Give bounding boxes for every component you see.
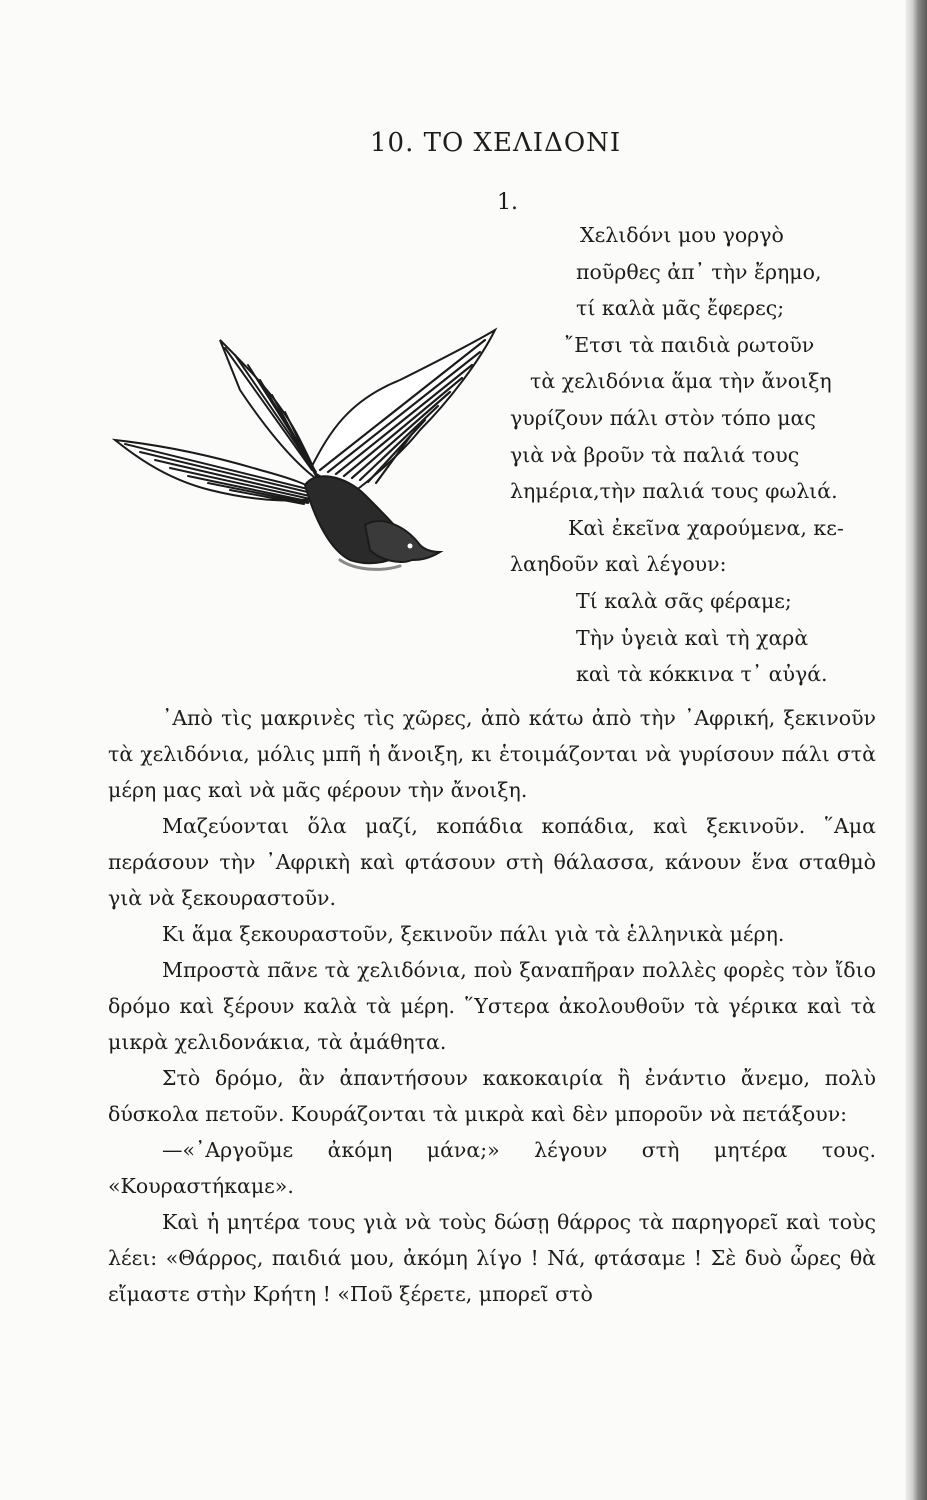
poem-line: Τί καλὰ σᾶς φέραμε;: [576, 588, 792, 613]
poem-line: γυρίζουν πάλι στὸν τόπο μας: [510, 405, 816, 430]
poem-line: γιὰ νὰ βροῦν τὰ παλιά τους: [510, 442, 800, 467]
poem-line: τὰ χελιδόνια ἅμα τὴν ἄνοιξη: [530, 369, 832, 394]
paragraph: ᾿Απὸ τὶς μακρινὲς τὶς χῶρες, ἀπὸ κάτω ἀπὸ τὴν ᾿Αφρική, ξεκινοῦν τὰ χελιδόνια, μόλις μπῆ ἡ ἄνοιξη, κι ἑτοιμάζονται νὰ γυρίσουν πάλι στὰ μέρη μας καὶ νὰ μᾶς φέρουν τὴν ἄνοιξη.: [108, 706, 876, 802]
paragraph: —«᾿Αργοῦμε ἀκόμη μάνα;» λέγουν στὴ μητέρα τους. «Κουραστήκαμε».: [108, 1138, 876, 1198]
paragraph: Μαζεύονται ὅλα μαζί, κοπάδια κοπάδια, καὶ ξεκινοῦν. ῞Αμα περάσουν τὴν ᾿Αφρικὴ καὶ φτάσουν στὴ θάλασσα, κάνουν ἕνα σταθμὸ γιὰ νὰ ξεκουραστοῦν.: [108, 814, 876, 910]
chapter-title: 10. ΤΟ ΧΕΛΙΔΟΝΙ: [370, 128, 622, 158]
poem: [510, 217, 880, 693]
poem-line: Χελιδόνι μου γοργὸ: [580, 223, 784, 247]
poem-line: ῎Ετσι τὰ παιδιὰ ρωτοῦν: [564, 332, 815, 357]
swallow-icon: [100, 320, 505, 580]
prose-body: [108, 700, 876, 1312]
poem-line: Καὶ ἐκεῖνα χαρούμενα, κε-: [568, 515, 844, 540]
paragraph: Μπροστὰ πᾶνε τὰ χελιδόνια, ποὺ ξαναπῆραν πολλὲς φορὲς τὸν ἴδιο δρόμο καὶ ξέρουν καλὰ τὰ μέρη. ῞Υστερα ἀκολουθοῦν τὰ γέρικα καὶ τὰ μικρὰ χελιδονάκια, τὰ ἀμάθητα.: [108, 958, 876, 1054]
poem-line: καὶ τὰ κόκκινα τ᾿ αὐγά.: [576, 662, 828, 687]
poem-line: τί καλὰ μᾶς ἔφερες;: [576, 296, 785, 321]
poem-line: Τὴν ὑγειὰ καὶ τὴ χαρὰ: [576, 625, 809, 650]
section-number: 1.: [497, 190, 518, 215]
paragraph: Καὶ ἡ μητέρα τους γιὰ νὰ τοὺς δώσῃ θάρρος τὰ παρηγορεῖ καὶ τοὺς λέει: «Θάρρος, παιδιά μου, ἀκόμη λίγο ! Νά, φτάσαμε ! Σὲ δυὸ ὧρες θὰ εἴμαστε στὴν Κρήτη ! «Ποῦ ξέρετε, μπορεῖ στὸ: [108, 1210, 876, 1306]
paragraph: Κι ἅμα ξεκουραστοῦν, ξεκινοῦν πάλι γιὰ τὰ ἑλληνικὰ μέρη.: [162, 922, 785, 946]
poem-line: ποῦρθες ἀπ᾿ τὴν ἔρημο,: [576, 259, 822, 284]
poem-line: λημέρια,τὴν παλιά τους φωλιά.: [510, 479, 838, 504]
paragraph: Στὸ δρόμο, ἂν ἀπαντήσουν κακοκαιρία ἢ ἐνάντιο ἄνεμο, πολὺ δύσκολα πετοῦν. Κουράζονται τὰ μικρὰ καὶ δὲν μποροῦν νὰ πετάξουν:: [108, 1066, 876, 1126]
binding-edge: [905, 0, 927, 1500]
poem-line: λαηδοῦν καὶ λέγουν:: [510, 552, 727, 577]
